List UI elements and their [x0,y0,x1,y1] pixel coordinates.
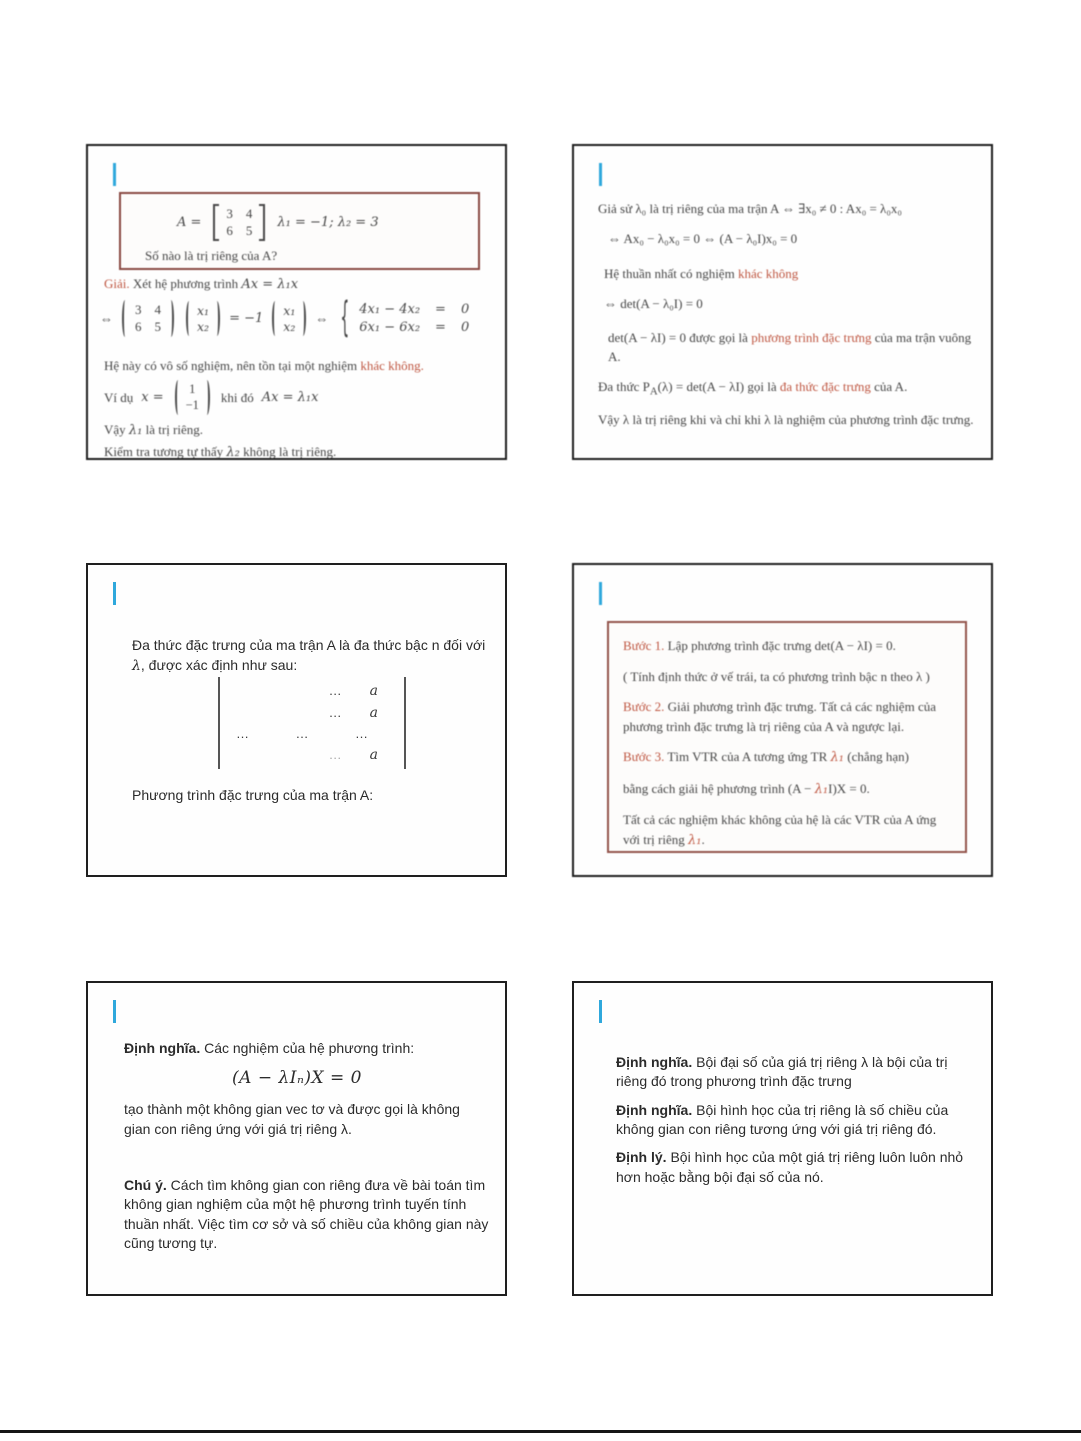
definition-label: Định nghĩa. [616,1054,693,1070]
dots: … [328,704,342,720]
title-cursor-mark [599,1000,602,1023]
slide-multiplicity-definitions [572,981,993,1296]
lambda-symbol: λ [132,658,141,675]
entry-a: a [369,683,378,699]
vay-post: là trị riêng. [142,422,204,437]
vector-cell: x₁ [283,303,296,318]
note-text: Hệ này có vô số nghiệm, nên tồn tại một nghiệm [104,358,361,373]
definition-label: Định nghĩa. [616,1101,693,1118]
def-text: det(A − λI) = 0 được gọi là [608,330,752,346]
slide-characteristic-equation [572,144,993,460]
equivalence-line: ⇔ Ax₀ − λ₀x₀ = 0 ⇔ (A − λ₀I)x₀ = 0 [608,230,798,246]
system-post: I)X = 0. [828,780,870,796]
giai-label: Giải. [104,276,130,291]
vidu-x: x = [141,390,164,405]
step-3-post: (chẳng hạn) [843,749,909,764]
right-paren [300,301,306,336]
geometric-multiplicity-def [616,1101,982,1140]
conclusion-line [104,422,203,438]
matrix-cell: 5 [154,319,161,334]
dots: … [328,683,342,698]
equals-sign: = [435,302,446,317]
slide-eigen-subspace-definition [86,981,507,1296]
vector-cell: x₂ [197,319,210,334]
matrix-a-entries [219,204,259,241]
dots: … [355,726,368,742]
step-2 [623,697,953,736]
char-polynomial-def [598,378,976,400]
characteristic-determinant [218,677,406,769]
char-equation-def [608,329,976,367]
conclusion-post: . [701,831,705,847]
poly-subscript: A [649,385,658,398]
system-row [359,302,469,317]
assumption-line: Giả sử λ₀ là trị riêng của ma trận A ⇔ ∃x₀ ≠ 0 : Ax₀ = λ₀x₀ [598,201,902,216]
step-1-text: Lập phương trình đặc trưng det(A − λI) = 0. [664,638,896,653]
vector-entries [181,380,204,415]
lambda1-highlight: λ₁ [814,781,829,797]
lambda2: λ₂ [226,445,240,460]
step-3-system [623,779,953,800]
step-3 [623,747,953,768]
iff-conclusion: Vậy λ là trị riêng khi và chỉ khi λ là nghiệm của phương trình đặc trưng. [598,412,974,428]
right-paren [214,301,220,336]
iff-symbol: ⇔ [315,310,329,326]
remark-label: Chú ý. [124,1176,167,1193]
vidu-mid: khi đó [220,389,254,405]
dots: … [236,726,249,742]
slide-char-polynomial-definition [86,563,507,877]
iff-symbol: ⇔ [100,310,113,326]
vector-x-2 [272,301,306,336]
title-cursor-mark [599,582,602,605]
vector-entries [278,301,300,336]
entry-a: a [369,704,378,721]
matrix-entries [128,300,168,337]
det-row [230,705,394,721]
conclusion-pre: Tất cả các nghiệm khác không của hệ là các VTR của A ứng với trị riêng [623,812,937,847]
char-polynomial-highlight: đa thức đặc trưng [779,379,871,395]
step-2-text: Giải phương trình đặc trưng. Tất cả các nghiệm của phương trình đặc trưng là trị riêng của A và ngược lại. [623,699,936,734]
step-3-text: Tìm VTR của A tương ứng TR [664,749,831,764]
definition-text: Bội hình học của trị riêng là số chiều của không gian con riêng tương ứng với giá trị riêng đó. [616,1101,949,1137]
vector-cell: x₁ [197,303,210,318]
vector-entries [192,301,214,336]
example-box [119,192,480,270]
check-line [104,444,336,460]
definition-paragraph [132,635,488,677]
poly-mid: (λ) = det(A − λI) gọi là [657,379,780,395]
system-brace: { [340,295,350,342]
theorem-label: Định lý. [616,1149,667,1166]
vector-cell: −1 [185,398,199,412]
system-rhs: 0 [460,302,470,317]
matrix-a-paren [122,300,174,337]
theorem-text: Bội hình học của một giá trị riêng luôn luôn nhỏ hơn hoặc bằng bội đại số của nó. [616,1149,964,1185]
page-bottom-rule [0,1430,1081,1433]
matrix-cell: 6 [135,319,142,334]
title-cursor-mark [113,582,116,605]
kiem-post: không là trị riêng. [239,444,337,459]
eigenvalue-candidates: λ₁ = −1; λ₂ = 3 [277,215,379,230]
def-post: , được xác định như sau: [140,657,298,674]
vector-cell: x₂ [283,319,296,334]
step-1-note: ( Tính định thức ở vế trái, ta có phương trình bậc n theo λ ) [623,668,930,684]
title-cursor-mark [113,163,116,186]
char-equation-caption: Phương trình đặc trưng của ma trận A: [132,787,374,803]
example-vector [175,380,210,415]
right-paren [204,380,210,415]
remark-text: Cách tìm không gian con riêng đưa về bài toán tìm không gian nghiệm của một hệ phương trình tuyến tính thuần nhất. Việc tìm cơ sở và số chiều của không gian này cũng tương tự. [124,1176,489,1252]
matrix-a-label: A = [177,215,202,230]
note-text: Hệ thuần nhất có nghiệm [604,265,738,281]
entry-a: a [369,746,378,763]
kiem-text: Kiểm tra tương tự thấy [104,444,227,459]
equals-lambda: = −1 [229,311,264,326]
det-row [230,726,394,741]
example-question: Số nào là trị riêng của A? [145,248,278,263]
slide-eigenvalue-example [86,144,507,460]
algebraic-multiplicity-def [616,1053,982,1092]
vidu-text: Ví dụ [104,389,134,405]
vay-text: Vậy [104,422,129,437]
matrix-cell: 4 [245,206,253,221]
lambda1-highlight: λ₁ [688,832,702,848]
step-3-conclusion [623,810,953,850]
step-1 [623,636,953,656]
right-paren [168,300,174,337]
nonzero-highlight: khác không [737,265,799,281]
def-text: Đa thức đặc trưng của ma trận A là đa thức bậc n đối với [132,637,486,653]
matrix-equation [100,295,470,342]
system-rhs: 0 [460,320,470,335]
definition-label: Định nghĩa. [124,1040,201,1056]
matrix-cell: 3 [135,302,142,317]
det-row [230,747,394,763]
multiplicity-theorem [616,1148,982,1187]
matrix-a [213,204,265,241]
slide-eigenvector-steps [572,563,993,877]
lambda1-highlight: λ₁ [830,750,844,765]
matrix-cell: 6 [226,223,233,238]
nonzero-highlight: khác không. [360,358,424,373]
example-vector-line [104,380,318,415]
vector-cell: 1 [189,382,196,396]
linear-system [359,302,469,335]
right-square-bracket [259,204,265,241]
poly-pre: Đa thức P [598,379,650,395]
remark-paragraph [124,1176,492,1254]
equals-sign: = [435,320,446,335]
steps-box [607,621,967,853]
slide-body [616,1053,982,1196]
title-cursor-mark [599,163,602,186]
example-matrix-line [177,204,379,241]
char-equation-highlight: phương trình đặc trưng [751,330,872,346]
definition-line [124,1039,492,1059]
homogeneous-note [604,265,976,284]
slide-body [598,200,976,441]
infinite-solutions-note [104,358,499,374]
def-post: của ma trận vuông A. [608,330,972,365]
poly-post: của A. [870,379,908,395]
det-condition: ⇔ det(A − λ₀I) = 0 [604,295,703,311]
system-pre: bằng cách giải hệ phương trình (A − [623,780,815,796]
giai-text: Xét hệ phương trình [129,276,242,291]
matrix-cell: 3 [226,206,233,221]
lambda1: λ₁ [128,423,143,438]
step-3-label: Bước 3. [623,749,665,764]
subspace-paragraph: tạo thành một không gian vec tơ và được gọi là không gian con riêng ứng với giá trị riêng λ. [124,1101,460,1137]
vector-x [186,301,220,336]
definition-text: Các nghiệm của hệ phương trình: [200,1040,415,1056]
giai-math: Ax = λ₁x [241,277,299,292]
slide-body [124,1039,492,1254]
system-lhs: 6x₁ − 6x₂ [359,320,421,335]
dots: … [295,726,309,742]
title-cursor-mark [113,1000,116,1023]
dots: … [328,746,342,762]
definition-text: Bội đại số của giá trị riêng λ là bội của trị riêng đó trong phương trình đặc trưng [616,1054,948,1090]
det-row [230,683,394,699]
matrix-cell: 5 [245,223,253,238]
matrix-cell: 4 [154,302,161,317]
step-2-label: Bước 2. [623,699,665,714]
step-1-label: Bước 1. [623,638,665,653]
solution-line [104,276,298,292]
vidu-math: Ax = λ₁x [261,390,319,405]
system-lhs: 4x₁ − 4x₂ [359,302,421,317]
eigen-system-formula: (A − λIₙ)X = 0 [232,1067,362,1088]
system-row [359,320,469,335]
